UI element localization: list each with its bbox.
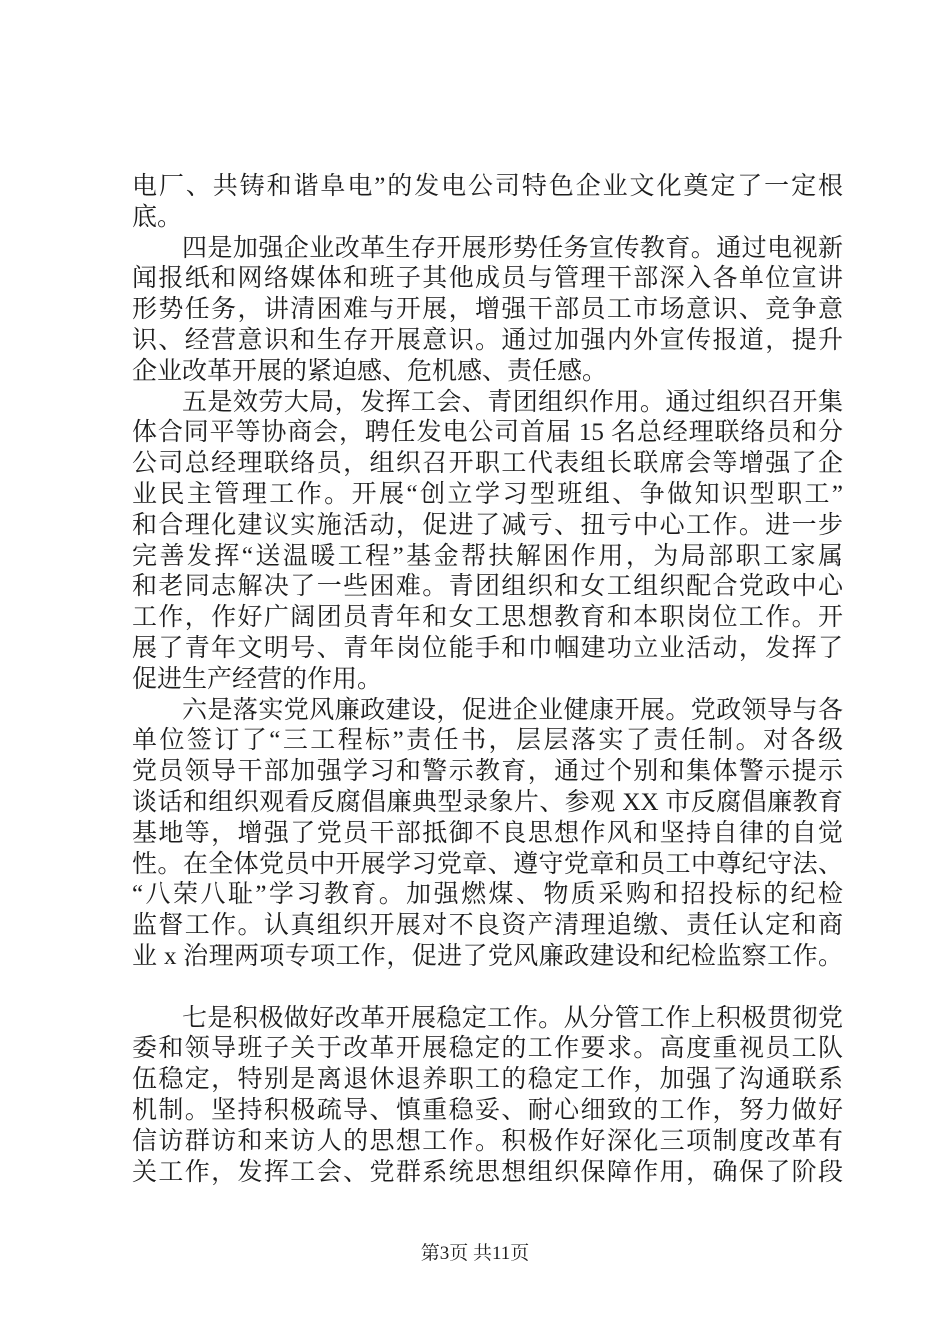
text-line: 和合理化建议实施活动，促进了减亏、扭亏中心工作。进一步 xyxy=(132,511,843,539)
text-line: 企业改革开展的紧迫感、危机感、责任感。 xyxy=(132,357,608,385)
text-line: 识、经营意识和生存开展意识。通过加强内外宣传报道，提升 xyxy=(132,326,843,354)
text-line: 委和领导班子关于改革开展稳定的工作要求。高度重视员工队 xyxy=(132,1035,843,1063)
text-line: 形势任务，讲清困难与开展，增强干部员工市场意识、竞争意 xyxy=(132,296,843,324)
text-line: 机制。坚持积极疏导、慎重稳妥、耐心细致的工作，努力做好 xyxy=(132,1096,843,1124)
text-line: 伍稳定，特别是离退休退养职工的稳定工作，加强了沟通联系 xyxy=(132,1066,843,1094)
text-line: 展了青年文明号、青年岗位能手和巾帼建功立业活动，发挥了 xyxy=(132,634,843,662)
text-line: 业 x 治理两项专项工作，促进了党风廉政建设和纪检监察工作。 xyxy=(132,942,843,970)
text-line: 闻报纸和网络媒体和班子其他成员与管理干部深入各单位宣讲 xyxy=(132,265,843,293)
text-line: “八荣八耻”学习教育。加强燃煤、物质采购和招投标的纪检 xyxy=(132,881,843,909)
text-line: 电厂、共铸和谐阜电”的发电公司特色企业文化奠定了一定根 xyxy=(132,173,843,200)
page-footer: 第3页 共11页 xyxy=(420,1243,530,1264)
document-body xyxy=(132,172,843,1188)
text-line: 业民主管理工作。开展“创立学习型班组、争做知识型职工” xyxy=(132,480,843,508)
text-line: 工作，作好广阔团员青年和女工思想教育和本职岗位工作。开 xyxy=(132,604,843,632)
text-line: 和老同志解决了一些困难。青团组织和女工组织配合党政中心 xyxy=(132,573,843,601)
text-line: 七是积极做好改革开展稳定工作。从分管工作上积极贯彻党 xyxy=(182,1004,843,1032)
text-line: 单位签订了“三工程标”责任书，层层落实了责任制。对各级 xyxy=(132,727,843,755)
text-line: 公司总经理联络员，组织召开职工代表组长联席会等增强了企 xyxy=(132,450,843,478)
text-line: 党员领导干部加强学习和警示教育，通过个别和集体警示提示 xyxy=(132,758,843,786)
blank-line xyxy=(132,973,843,1004)
text-line: 基地等，增强了党员干部抵御不良思想作风和坚持自律的自觉 xyxy=(132,819,843,847)
text-line: 性。在全体党员中开展学习党章、遵守党章和员工中尊纪守法、 xyxy=(132,850,843,878)
text-line: 六是落实党风廉政建设，促进企业健康开展。党政领导与各 xyxy=(182,696,843,724)
text-line: 四是加强企业改革生存开展形势任务宣传教育。通过电视新 xyxy=(182,234,843,262)
text-line: 完善发挥“送温暖工程”基金帮扶解困作用，为局部职工家属 xyxy=(132,542,843,570)
text-line: 关工作，发挥工会、党群系统思想组织保障作用，确保了阶段 xyxy=(132,1158,843,1186)
text-line: 监督工作。认真组织开展对不良资产清理追缴、责任认定和商 xyxy=(132,912,843,940)
text-line: 促进生产经营的作用。 xyxy=(132,665,383,693)
text-line: 五是效劳大局，发挥工会、青团组织作用。通过组织召开集 xyxy=(182,388,843,416)
text-line: 体合同平等协商会，聘任发电公司首届 15 名总经理联络员和分 xyxy=(132,419,843,447)
text-line: 信访群访和来访人的思想工作。积极作好深化三项制度改革有 xyxy=(132,1127,843,1155)
text-line: 谈话和组织观看反腐倡廉典型录象片、参观 XX 市反腐倡廉教育 xyxy=(132,788,843,816)
text-line: 底。 xyxy=(132,203,183,231)
